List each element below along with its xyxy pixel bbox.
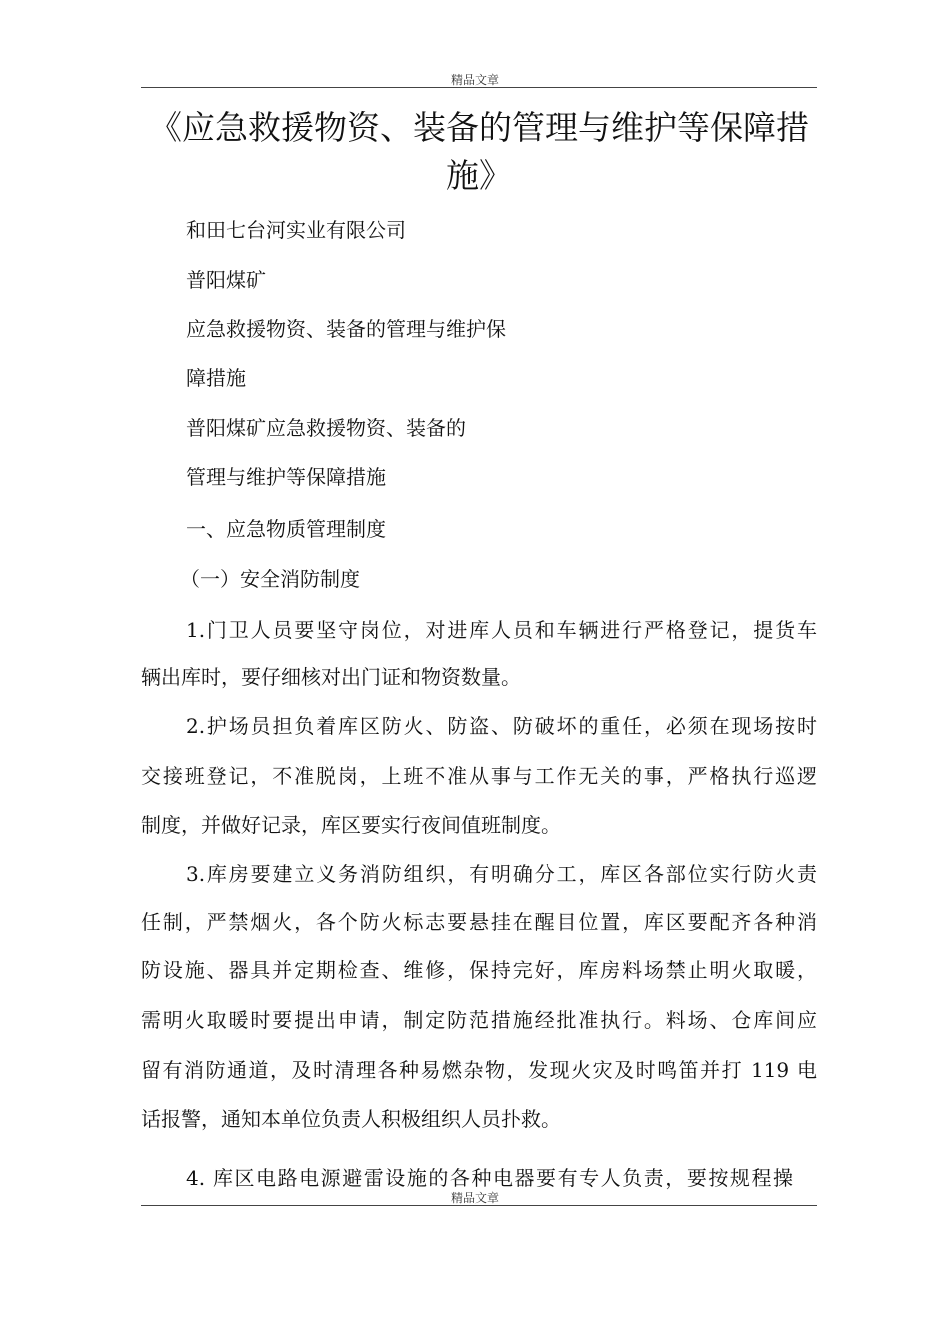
header-rule [141,87,817,88]
paragraph-3-line: 任制，严禁烟火，各个防火标志要悬挂在醒目位置，库区要配齐各种消 [141,910,817,934]
section-heading: 一、应急物质管理制度 [186,517,386,541]
paragraph-3-line: 3.库房要建立义务消防组织，有明确分工，库区各部位实行防火责 [186,862,817,886]
paragraph-3-line: 话报警，通知本单位负责人积极组织人员扑救。 [141,1107,561,1131]
title-line-2: 施》 [446,156,512,195]
paragraph-2-line: 交接班登记，不准脱岗，上班不准从事与工作无关的事，严格执行巡逻 [141,764,817,788]
subtitle-line: 普阳煤矿应急救援物资、装备的 [186,416,466,440]
paragraph-1-line: 1.门卫人员要坚守岗位，对进库人员和车辆进行严格登记，提货车 [186,618,817,642]
paragraph-1-line: 辆出库时，要仔细核对出门证和物资数量。 [141,665,521,689]
subtitle-line: 应急救援物资、装备的管理与维护保 [186,317,506,341]
subsection-heading: （一）安全消防制度 [180,567,360,591]
paragraph-3-line: 防设施、器具并定期检查、维修，保持完好，库房料场禁止明火取暖， [141,958,817,982]
subtitle-line: 障措施 [186,366,246,390]
paragraph-2-line: 制度，并做好记录，库区要实行夜间值班制度。 [141,813,561,837]
page-header: 精品文章 [450,73,499,87]
subtitle-line: 管理与维护等保障措施 [186,465,386,489]
paragraph-3-line: 需明火取暖时要提出申请，制定防范措施经批准执行。料场、仓库间应 [141,1008,817,1032]
title-line-1: 《应急救援物资、装备的管理与维护等保障措 [149,108,809,147]
company-name: 和田七台河实业有限公司 [186,218,406,242]
document-title [141,104,817,200]
paragraph-3-line: 留有消防通道，及时清理各种易燃杂物，发现火灾及时鸣笛并打 119 电 [141,1058,817,1082]
paragraph-4-line: 4. 库区电路电源避雷设施的各种电器要有专人负责，要按规程操 [186,1166,793,1190]
page-footer: 精品文章 [450,1191,499,1205]
mine-name: 普阳煤矿 [186,268,266,292]
paragraph-2-line: 2.护场员担负着库区防火、防盗、防破坏的重任，必须在现场按时 [186,714,817,738]
footer-rule [141,1205,817,1206]
